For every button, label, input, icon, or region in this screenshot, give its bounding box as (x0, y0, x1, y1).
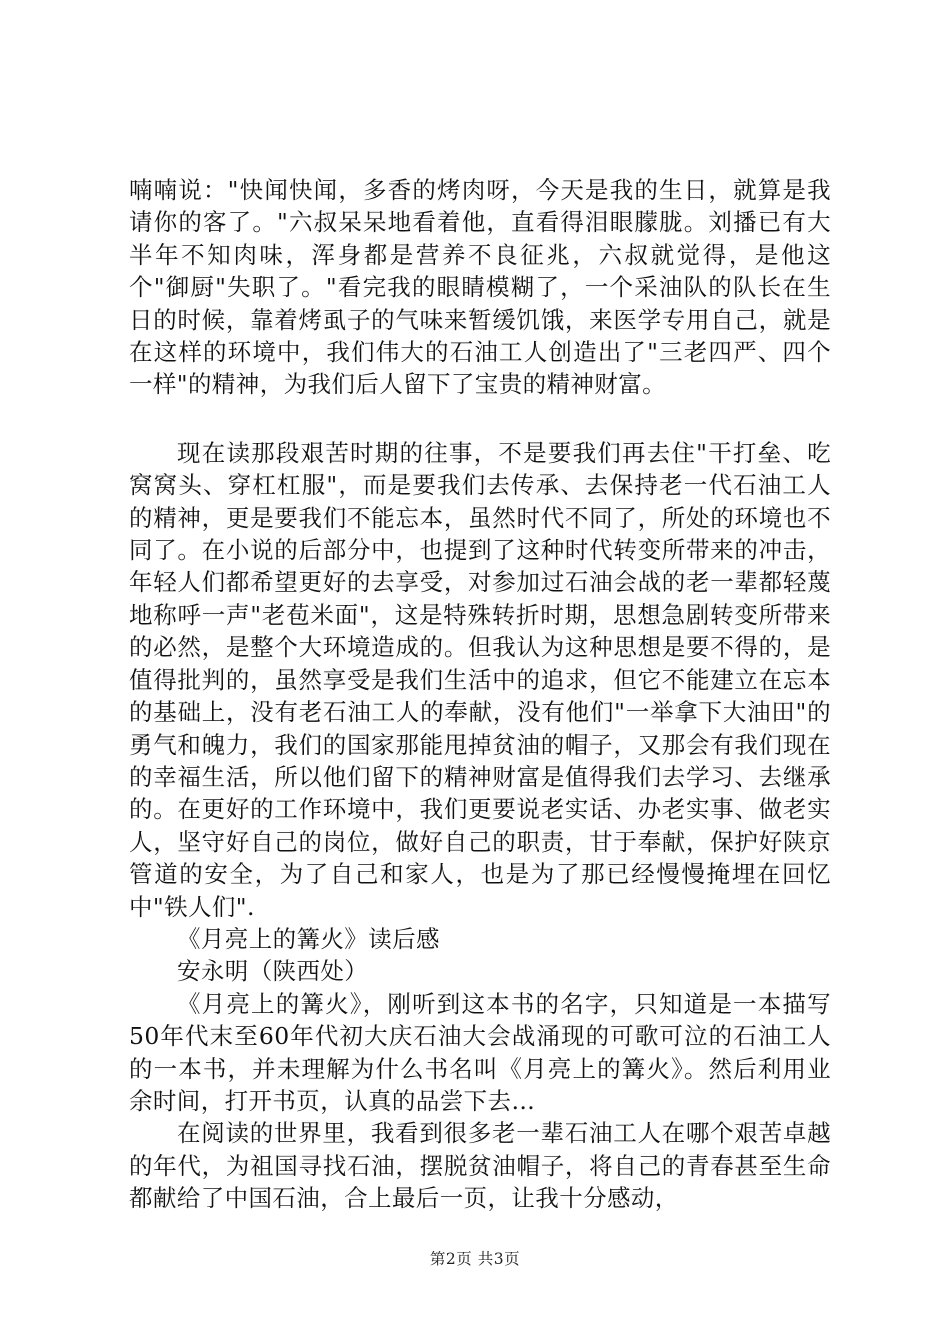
paragraph-continued: 喃喃说："快闻快闻，多香的烤肉呀，今天是我的生日，就算是我请你的客了。"六叔呆呆地看着他，直看得泪眼朦胧。刘播已有大半年不知肉味，浑身都是营养不良征兆，六叔就觉得，是他这个"御厨"失职了。"看完我的眼睛模糊了，一个采油队的队长在生日的时候，靠着烤虱子的气味来暂缓饥饿，来医学专用自己，就是在这样的环境中，我们伟大的石油工人创造出了"三老四严、四个一样"的精神，为我们后人留下了宝贵的精神财富。 (129, 176, 831, 399)
essay-title: 《月亮上的篝火》读后感 (177, 924, 440, 953)
paragraph-intro: 《月亮上的篝火》，刚听到这本书的名字，只知道是一本描写50年代末至60年代初大庆石油大会战涌现的可歌可泣的石油工人的一本书，并未理解为什么书名叫《月亮上的篝火》。然后利用业余时间，打开书页，认真的品尝下去… (129, 989, 831, 1115)
paragraph-gap (129, 401, 831, 437)
paragraph-reflection: 现在读那段艰苦时期的往事，不是要我们再去住"干打垒、吃窝窝头、穿杠杠服"，而是要我们去传承、去保持老一代石油工人的精神，更是要我们不能忘本，虽然时代不同了，所处的环境也不同了。在小说的后部分中，也提到了这种时代转变所带来的冲击，年轻人们都希望更好的去享受，对参加过石油会战的老一辈都轻蔑地称呼一声"老苞米面"，这是特殊转折时期，思想急剧转变所带来的必然，是整个大环境造成的。但我认为这种思想是要不得的，是值得批判的，虽然享受是我们生活中的追求，但它不能建立在忘本的基础上，没有老石油工人的奉献，没有他们"一举拿下大油田"的勇气和魄力，我们的国家那能甩掉贫油的帽子，又那会有我们现在的幸福生活，所以他们留下的精神财富是值得我们去学习、去继承的。在更好的工作环境中，我们更要说老实话、办老实事、做老实人，坚守好自己的岗位，做好自己的职责，甘于奉献，保护好陕京管道的安全，为了自己和家人，也是为了那已经慢慢掩埋在回忆中"铁人们". (129, 438, 831, 921)
page-number-footer: 第2页 共3页 (429, 1250, 521, 1268)
paragraph-reading: 在阅读的世界里，我看到很多老一辈石油工人在哪个艰苦卓越的年代，为祖国寻找石油，摆脱贫油帽子，将自己的青春甚至生命都献给了中国石油，合上最后一页，让我十分感动， (129, 1119, 831, 1213)
document-body (129, 174, 831, 1215)
essay-author: 安永明（陕西处） (177, 957, 369, 986)
